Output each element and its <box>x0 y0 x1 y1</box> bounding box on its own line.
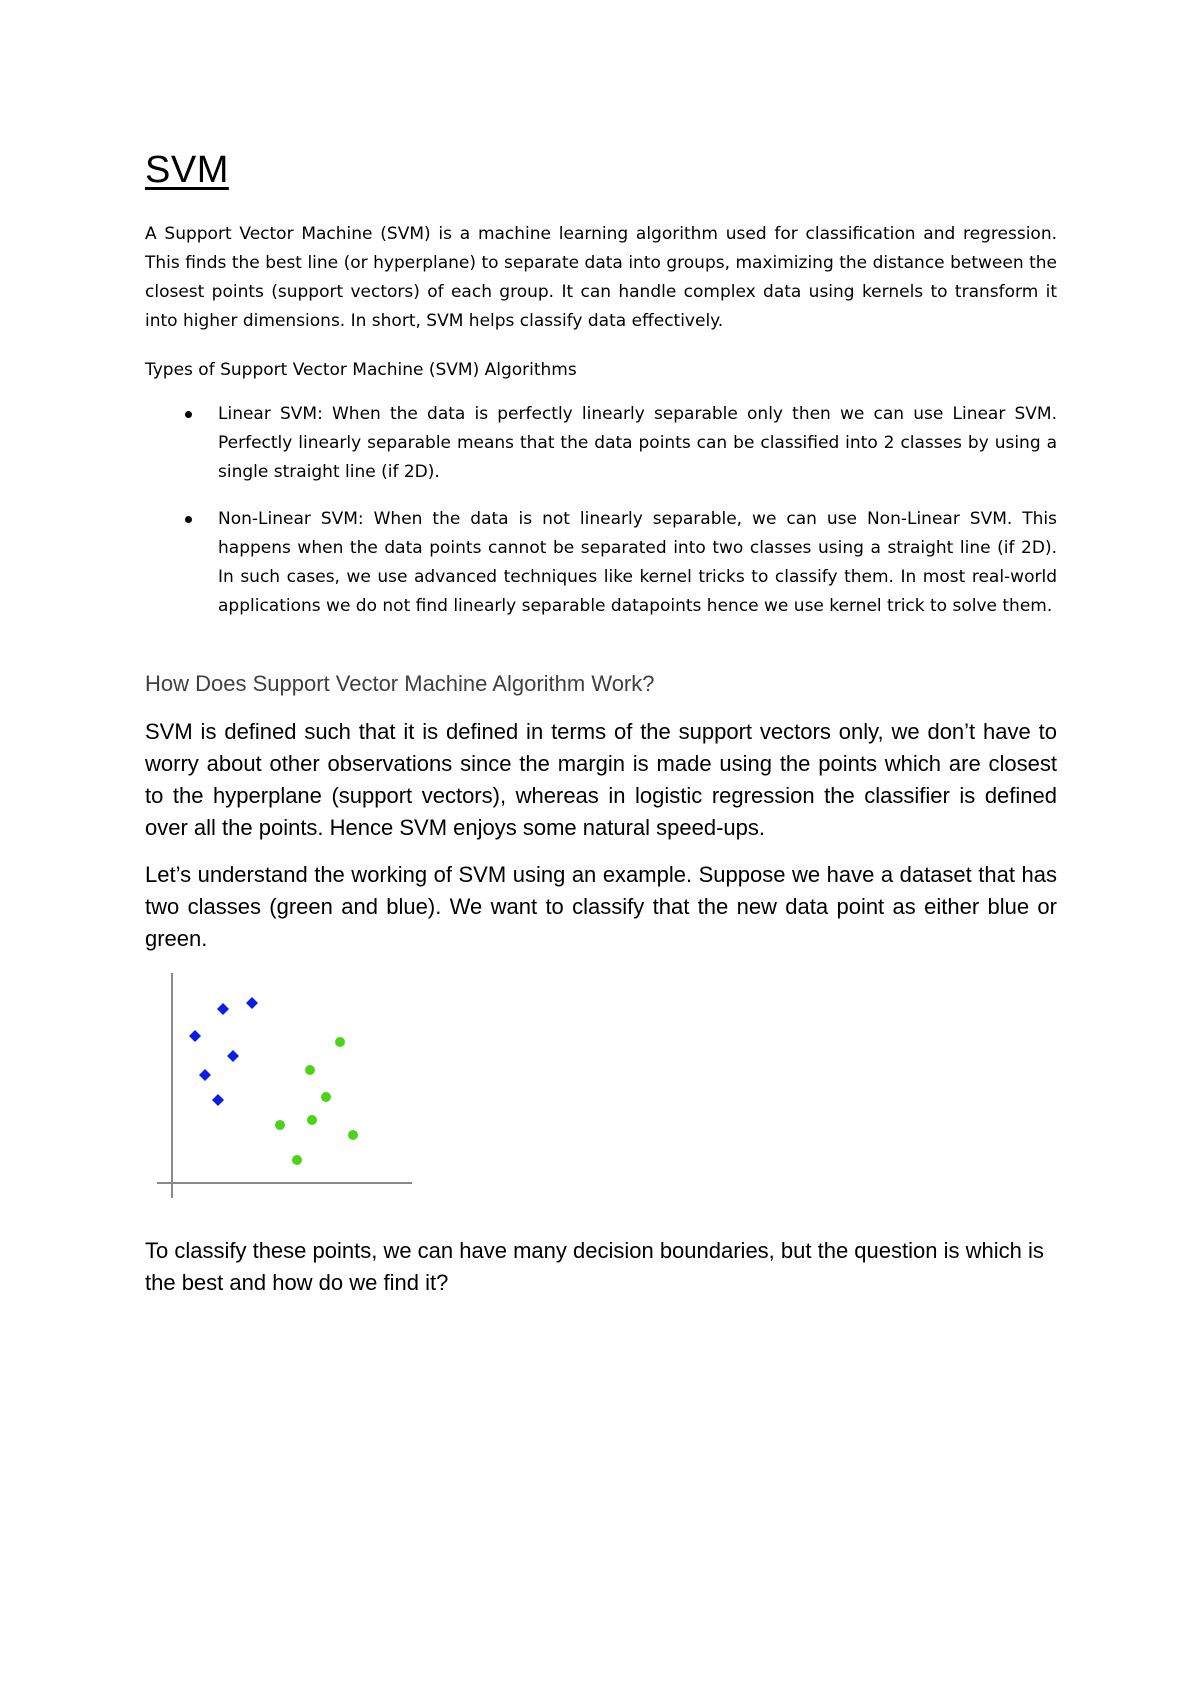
scatter-plot <box>150 968 420 1208</box>
blue-diamond-point <box>212 1094 224 1106</box>
green-circle-point <box>348 1130 358 1140</box>
bullet-icon <box>185 411 192 418</box>
types-label: Types of Support Vector Machine (SVM) Algorithms <box>145 360 577 380</box>
how-paragraph: SVM is defined such that it is defined in terms of the support vectors only, we don’t have to worry about other observations since the margin is made using the points which are closest to the hyperplane (support vectors), whereas in logistic regression the classifier is defined over all the points. Hence SVM enjoys some natural speed-ups. <box>145 719 1057 840</box>
blue-class-points <box>189 997 258 1106</box>
green-circle-point <box>305 1065 315 1075</box>
list-item-text: Linear SVM: When the data is perfectly linearly separable only then we can use Linear SVM. Perfectly linearly separable means that the data points can be classified into 2 classes by using a single straight line (if 2D). <box>218 404 1057 482</box>
blue-diamond-point <box>246 997 258 1009</box>
list-item-text: Non-Linear SVM: When the data is not linearly separable, we can use Non-Linear SVM. This happens when the data points cannot be separated into two classes using a straight line (if 2D). In such cases, we use advanced techniques like kernel tricks to classify them. In most real-world applications we do not find linearly separable datapoints hence we use kernel trick to solve them. <box>218 509 1057 616</box>
list-item-linear-svm <box>145 400 1057 487</box>
green-circle-point <box>321 1092 331 1102</box>
closing-paragraph: To classify these points, we can have many decision boundaries, but the question is which is the best and how do we find it? <box>145 1238 1044 1295</box>
list-item-nonlinear-svm <box>145 505 1057 621</box>
blue-diamond-point <box>189 1030 201 1042</box>
green-circle-point <box>275 1120 285 1130</box>
scatter-figure <box>150 968 420 1208</box>
bullet-icon <box>185 516 192 523</box>
svm-types-list <box>145 400 1057 487</box>
blue-diamond-point <box>217 1003 229 1015</box>
intro-paragraph: A Support Vector Machine (SVM) is a machine learning algorithm used for classification and regression. This finds the best line (or hyperplane) to separate data into groups, maximizing the distance between the closest points (support vectors) of each group. It can handle complex data using kernels to transform it into higher dimensions. In short, SVM helps classify data effectively. <box>145 224 1057 331</box>
green-circle-point <box>292 1155 302 1165</box>
green-circle-point <box>335 1037 345 1047</box>
svm-types-list-2 <box>145 505 1057 621</box>
green-circle-point <box>307 1115 317 1125</box>
example-paragraph: Let’s understand the working of SVM using an example. Suppose we have a dataset that has two classes (green and blue). We want to classify that the new data point as either blue or green. <box>145 862 1057 951</box>
green-class-points <box>275 1037 358 1165</box>
blue-diamond-point <box>199 1069 211 1081</box>
document-title: SVM <box>145 149 229 191</box>
section-heading: How Does Support Vector Machine Algorithm Work? <box>145 671 655 696</box>
blue-diamond-point <box>227 1050 239 1062</box>
